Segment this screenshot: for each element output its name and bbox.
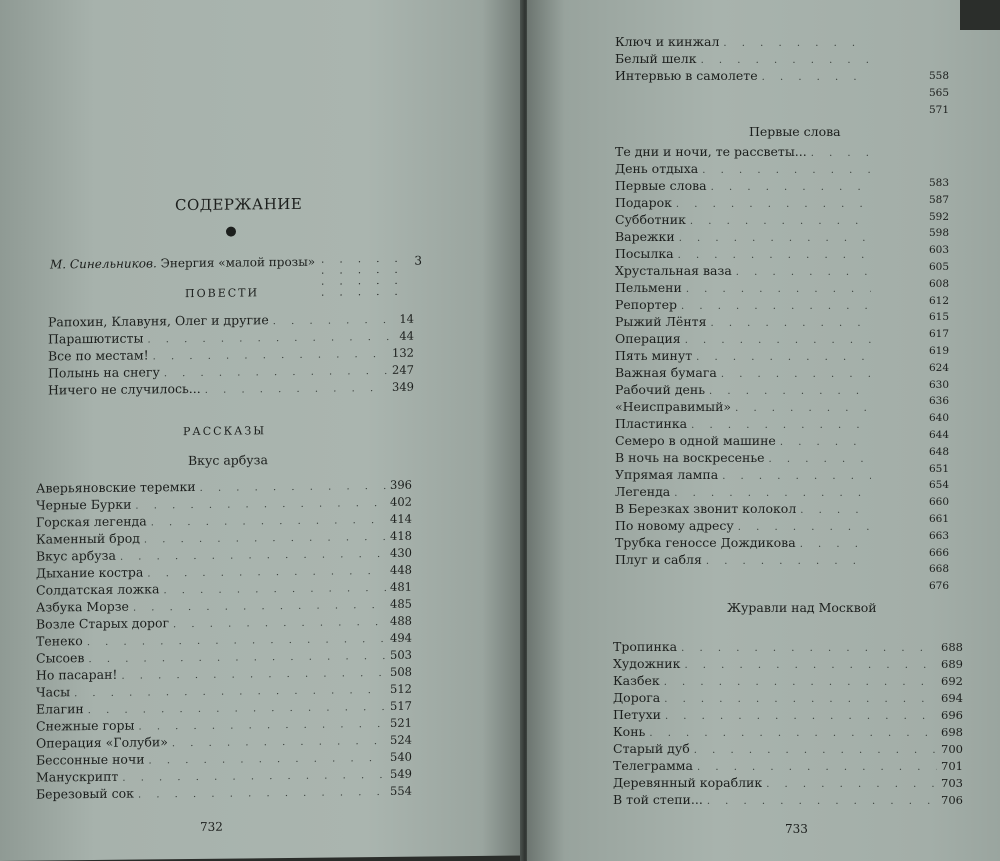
dot-leader bbox=[800, 502, 871, 519]
page-number: 676 bbox=[928, 580, 949, 593]
toc-entry[interactable] bbox=[48, 310, 414, 331]
toc-entry[interactable] bbox=[615, 177, 875, 194]
toc-entry[interactable] bbox=[613, 757, 963, 774]
dot-leader bbox=[649, 725, 937, 742]
toc-entry-title: Дыхание костра bbox=[36, 564, 144, 581]
toc-entry[interactable] bbox=[615, 313, 875, 330]
toc-entry[interactable] bbox=[615, 50, 875, 67]
toc-entry-title: Первые слова bbox=[615, 178, 707, 193]
toc-entry[interactable] bbox=[36, 578, 412, 599]
dot-leader bbox=[811, 145, 871, 162]
dot-leader bbox=[664, 691, 937, 708]
toc-entry-title: Горская легенда bbox=[36, 513, 147, 530]
toc-entry-title: Деревянный кораблик bbox=[613, 775, 763, 790]
toc-entry-title: Интервью в самолете bbox=[615, 68, 758, 83]
bullet-ornament bbox=[226, 227, 236, 237]
toc-entry[interactable] bbox=[36, 612, 412, 633]
toc-entry-title: Пластинка bbox=[615, 416, 688, 431]
toc-entry-title: Операция «Голуби» bbox=[36, 734, 168, 751]
toc-entry[interactable] bbox=[615, 67, 875, 84]
dot-leader bbox=[665, 708, 937, 725]
toc-entry-title: Трубка геноссе Дождикова bbox=[615, 535, 796, 550]
toc-entry-page: 414 bbox=[390, 511, 412, 526]
toc-entry[interactable] bbox=[613, 672, 963, 689]
dot-leader bbox=[723, 35, 871, 52]
page-number: 644 bbox=[928, 428, 949, 441]
toc-entry[interactable] bbox=[613, 638, 963, 655]
toc-entry-page: 521 bbox=[390, 715, 412, 730]
toc-entry-page: 132 bbox=[392, 345, 414, 360]
toc-entry-page: 488 bbox=[390, 613, 412, 628]
toc-entry[interactable] bbox=[615, 432, 875, 449]
page-number: 666 bbox=[928, 546, 949, 559]
page-number: 661 bbox=[928, 512, 949, 525]
toc-entry-page: 448 bbox=[390, 562, 412, 577]
page-number: 565 bbox=[928, 86, 949, 99]
dot-leader bbox=[780, 434, 871, 451]
preface-title: Энергия «малой прозы» bbox=[160, 254, 316, 271]
toc-entry[interactable] bbox=[36, 476, 412, 497]
dot-leader bbox=[710, 315, 871, 332]
toc-entry-title: Упрямая лампа bbox=[615, 467, 719, 482]
toc-entry-title: Важная бумага bbox=[615, 365, 717, 380]
page-number: 583 bbox=[928, 177, 949, 189]
toc-entry[interactable] bbox=[615, 262, 875, 279]
toc-entry-title: Телеграмма bbox=[613, 758, 693, 773]
dot-leader bbox=[766, 776, 937, 793]
page-number: 608 bbox=[928, 277, 949, 290]
toc-entry-title: Субботник bbox=[615, 212, 686, 227]
toc-entry[interactable] bbox=[48, 361, 414, 382]
povesti-heading: ПОВЕСТИ bbox=[185, 286, 260, 301]
toc-entry-title: Черные Бурки bbox=[36, 496, 132, 513]
dot-leader bbox=[736, 264, 871, 281]
toc-entry-page: 689 bbox=[941, 657, 963, 671]
toc-entry[interactable] bbox=[615, 551, 875, 568]
page-number: 617 bbox=[928, 328, 949, 341]
toc-entry-title: Петухи bbox=[613, 707, 661, 722]
toc-entry-title: Дорога bbox=[613, 690, 661, 705]
toc-entry-title: Но пасаран! bbox=[36, 666, 118, 683]
dot-leader bbox=[722, 468, 871, 485]
toc-entry-page: 700 bbox=[941, 742, 963, 756]
page-number: 592 bbox=[928, 210, 949, 223]
dot-leader bbox=[762, 69, 871, 86]
toc-entry[interactable] bbox=[615, 194, 875, 211]
toc-entry[interactable] bbox=[615, 347, 875, 364]
toc-entry-page: 517 bbox=[390, 698, 412, 713]
toc-entry[interactable] bbox=[36, 748, 412, 769]
page-number: 654 bbox=[928, 479, 949, 492]
right-page bbox=[527, 0, 1000, 861]
toc-entry[interactable] bbox=[615, 517, 875, 534]
dot-leader bbox=[711, 179, 871, 196]
preface-page: 3 bbox=[414, 253, 422, 268]
toc-entry-page: 512 bbox=[390, 681, 412, 696]
toc-entry-title: Пять минут bbox=[615, 348, 693, 363]
dot-leader bbox=[205, 380, 388, 399]
toc-entry-title: Варежки bbox=[615, 229, 675, 244]
toc-entry[interactable] bbox=[615, 534, 875, 551]
toc-entry-title: Легенда bbox=[615, 484, 671, 499]
toc-entry[interactable] bbox=[613, 791, 963, 808]
toc-entry[interactable] bbox=[615, 211, 875, 228]
page-number: 558 bbox=[928, 70, 949, 82]
toc-entry[interactable] bbox=[615, 500, 875, 517]
toc-entry-page: 554 bbox=[390, 783, 412, 798]
toc-entry[interactable] bbox=[615, 398, 875, 415]
toc-entry-page: 349 bbox=[392, 379, 414, 394]
toc-entry-title: Солдатская ложка bbox=[36, 581, 160, 598]
toc-entry[interactable] bbox=[613, 740, 963, 757]
preface-author: М. Синельников. bbox=[50, 256, 157, 272]
dot-leader bbox=[681, 298, 871, 315]
dot-leader bbox=[702, 162, 871, 179]
toc-entry[interactable] bbox=[48, 378, 414, 399]
toc-entry-page: 698 bbox=[941, 725, 963, 739]
toc-entry-page: 692 bbox=[941, 674, 963, 688]
toc-entry-title: Репортер bbox=[615, 297, 677, 312]
dot-leader bbox=[664, 674, 937, 691]
page-number: 648 bbox=[928, 445, 949, 458]
toc-entry-title: Семеро в одной машине bbox=[615, 433, 776, 448]
toc-entry[interactable] bbox=[613, 723, 963, 740]
toc-entry-page: 701 bbox=[941, 759, 963, 773]
pervye-slova-list bbox=[615, 143, 875, 568]
toc-entry-page: 524 bbox=[390, 732, 412, 747]
toc-entry-title: Рыжий Лёнтя bbox=[615, 314, 707, 329]
vkus-arbuza-heading: Вкус арбуза bbox=[188, 452, 268, 469]
toc-entry[interactable] bbox=[615, 296, 875, 313]
page-number: 619 bbox=[928, 344, 949, 357]
toc-entry[interactable] bbox=[615, 483, 875, 500]
page-number: 598 bbox=[928, 227, 949, 240]
page-number-right: 733 bbox=[785, 822, 808, 836]
toc-entry[interactable] bbox=[615, 245, 875, 262]
toc-entry-title: Подарок bbox=[615, 195, 672, 210]
toc-entry-page: 418 bbox=[390, 528, 412, 543]
toc-entry-title: Хрустальная ваза bbox=[615, 263, 732, 278]
page-number: 630 bbox=[928, 378, 949, 391]
toc-entry-page: 485 bbox=[390, 596, 412, 611]
toc-entry[interactable] bbox=[615, 160, 875, 177]
toc-entry-page: 508 bbox=[390, 664, 412, 679]
top-items-list bbox=[615, 33, 875, 84]
toc-entry[interactable] bbox=[613, 689, 963, 706]
toc-entry-page: 540 bbox=[390, 749, 412, 764]
toc-entry[interactable] bbox=[613, 655, 963, 672]
toc-entry-page: 494 bbox=[390, 630, 412, 645]
toc-entry-title: Ничего не случилось... bbox=[48, 380, 201, 398]
toc-entry-title: Казбек bbox=[613, 673, 660, 688]
toc-entry[interactable] bbox=[36, 561, 412, 582]
toc-entry-title: Аверьяновские теремки bbox=[36, 478, 196, 496]
toc-entry-page: 696 bbox=[941, 708, 963, 722]
dot-leader bbox=[800, 536, 871, 553]
toc-entry[interactable] bbox=[615, 415, 875, 432]
page-number: 660 bbox=[928, 496, 949, 509]
toc-entry-title: Старый дуб bbox=[613, 741, 690, 756]
dot-leader bbox=[696, 349, 871, 366]
dot-leader bbox=[681, 640, 937, 657]
toc-entry-title: Ключ и кинжал bbox=[615, 34, 720, 49]
dot-leader bbox=[769, 451, 871, 468]
toc-entry-title: Художник bbox=[613, 656, 681, 671]
toc-entry[interactable] bbox=[36, 765, 412, 786]
toc-entry[interactable] bbox=[615, 143, 875, 160]
toc-entry-page: 703 bbox=[941, 776, 963, 790]
toc-entry-title: Березовый сок bbox=[36, 785, 134, 802]
toc-entry-title: Те дни и ночи, те рассветы... bbox=[615, 144, 807, 159]
dot-leader bbox=[679, 230, 871, 247]
toc-entry-title: Часы bbox=[36, 684, 71, 700]
toc-entry-title: Плуг и сабля bbox=[615, 552, 702, 567]
toc-entry-title: Пельмени bbox=[615, 280, 682, 295]
povesti-list bbox=[48, 310, 414, 399]
toc-entry[interactable] bbox=[615, 381, 875, 398]
toc-entry-title: Операция bbox=[615, 331, 681, 346]
toc-entry-title: Сысоев bbox=[36, 650, 85, 666]
preface-leader: . . . . . . . . . . . . . . . . . . . . bbox=[321, 253, 404, 299]
pervye-slova-heading: Первые слова bbox=[749, 124, 841, 139]
dot-leader bbox=[200, 478, 386, 497]
rasskazy-heading: РАССКАЗЫ bbox=[183, 424, 267, 439]
toc-entry-page: 14 bbox=[399, 311, 414, 326]
zhuravli-heading: Журавли над Москвой bbox=[727, 600, 877, 615]
toc-entry[interactable] bbox=[615, 466, 875, 483]
toc-entry[interactable] bbox=[615, 279, 875, 296]
toc-entry-title: Полынь на снегу bbox=[48, 364, 160, 381]
toc-entry-title: Все по местам! bbox=[48, 347, 149, 364]
toc-entry[interactable] bbox=[36, 544, 412, 565]
toc-entry[interactable] bbox=[36, 493, 412, 514]
page-number: 640 bbox=[928, 412, 949, 425]
page-number: 615 bbox=[928, 311, 949, 324]
toc-entry-title: День отдыха bbox=[615, 161, 699, 176]
toc-entry-title: Бессонные ночи bbox=[36, 751, 145, 768]
table-background bbox=[960, 0, 1000, 30]
toc-entry-page: 706 bbox=[941, 793, 963, 807]
toc-entry[interactable] bbox=[36, 595, 412, 616]
toc-entry[interactable] bbox=[48, 344, 414, 365]
dot-leader bbox=[735, 400, 871, 417]
toc-entry[interactable] bbox=[36, 510, 412, 531]
toc-entry-title: Азбука Морзе bbox=[36, 598, 129, 615]
toc-entry[interactable] bbox=[36, 782, 412, 803]
toc-entry-title: Каменный брод bbox=[36, 530, 140, 547]
toc-entry-page: 430 bbox=[390, 545, 412, 560]
toc-entry[interactable] bbox=[36, 731, 412, 752]
toc-entry-title: Снежные горы bbox=[36, 717, 135, 734]
toc-entry-page: 402 bbox=[390, 494, 412, 509]
toc-entry-title: Посылка bbox=[615, 246, 674, 261]
toc-entry[interactable] bbox=[613, 706, 963, 723]
toc-entry[interactable] bbox=[36, 527, 412, 548]
toc-entry[interactable] bbox=[615, 33, 875, 50]
toc-entry[interactable] bbox=[615, 330, 875, 347]
toc-entry-page: 481 bbox=[390, 579, 412, 594]
toc-entry-title: По новому адресу bbox=[615, 518, 734, 533]
dot-leader bbox=[676, 196, 871, 213]
zhuravli-list bbox=[613, 638, 963, 808]
toc-entry-title: Конь bbox=[613, 724, 646, 739]
toc-entry[interactable] bbox=[36, 714, 412, 735]
page-number: 624 bbox=[928, 361, 949, 374]
toc-title: СОДЕРЖАНИЕ bbox=[175, 194, 303, 215]
page-number: 636 bbox=[928, 395, 949, 408]
dot-leader bbox=[273, 312, 396, 330]
toc-entry[interactable] bbox=[48, 327, 414, 348]
page-number: 603 bbox=[928, 244, 949, 257]
toc-entry-title: Елагин bbox=[36, 701, 84, 717]
page-number: 612 bbox=[928, 294, 949, 307]
dot-leader bbox=[684, 657, 937, 674]
toc-entry-title: В Березках звонит колокол bbox=[615, 501, 797, 516]
toc-entry-title: Рабочий день bbox=[615, 382, 706, 397]
toc-entry-title: Тенеко bbox=[36, 633, 83, 649]
dot-leader bbox=[707, 793, 937, 810]
toc-entry-page: 549 bbox=[390, 766, 412, 781]
toc-entry-title: Тропинка bbox=[613, 639, 678, 654]
toc-entry[interactable] bbox=[615, 228, 875, 245]
dot-leader bbox=[686, 281, 871, 298]
toc-entry-title: «Неисправимый» bbox=[615, 399, 732, 414]
page-number: 605 bbox=[928, 260, 949, 273]
toc-entry-title: Рапохин, Клавуня, Олег и другие bbox=[48, 312, 269, 330]
dot-leader bbox=[721, 366, 871, 383]
top-page-numbers bbox=[919, 68, 949, 118]
page-number: 571 bbox=[928, 103, 949, 116]
toc-entry[interactable] bbox=[615, 364, 875, 381]
toc-entry-title: В ночь на воскресенье bbox=[615, 450, 765, 465]
dot-leader bbox=[694, 742, 937, 759]
toc-entry-title: Белый шелк bbox=[615, 51, 697, 66]
toc-entry-title: В той степи... bbox=[613, 792, 703, 807]
toc-entry-page: 247 bbox=[392, 362, 414, 377]
pervye-page-numbers bbox=[919, 175, 949, 595]
dot-leader bbox=[690, 213, 871, 230]
toc-entry-title: Вкус арбуза bbox=[36, 547, 116, 564]
toc-entry-page: 688 bbox=[941, 640, 963, 654]
dot-leader bbox=[685, 332, 871, 349]
page-number: 663 bbox=[928, 529, 949, 542]
page-number: 668 bbox=[928, 563, 949, 576]
toc-entry-page: 396 bbox=[390, 477, 412, 492]
toc-entry-title: Манускрипт bbox=[36, 768, 119, 785]
toc-entry-title: Возле Старых дорог bbox=[36, 615, 170, 632]
page-number-left: 732 bbox=[200, 819, 223, 834]
toc-entry-page: 503 bbox=[390, 647, 412, 662]
page-number: 587 bbox=[928, 193, 949, 206]
dot-leader bbox=[709, 383, 871, 400]
page-number: 651 bbox=[928, 462, 949, 475]
toc-entry-title: Парашютисты bbox=[48, 330, 144, 347]
vkus-arbuza-list bbox=[36, 476, 412, 803]
toc-entry[interactable] bbox=[613, 774, 963, 791]
toc-entry[interactable] bbox=[36, 663, 412, 684]
toc-entry-page: 694 bbox=[941, 691, 963, 705]
dot-leader bbox=[138, 784, 386, 804]
toc-entry-page: 44 bbox=[399, 328, 414, 343]
dot-leader bbox=[706, 553, 871, 570]
toc-entry[interactable] bbox=[615, 449, 875, 466]
